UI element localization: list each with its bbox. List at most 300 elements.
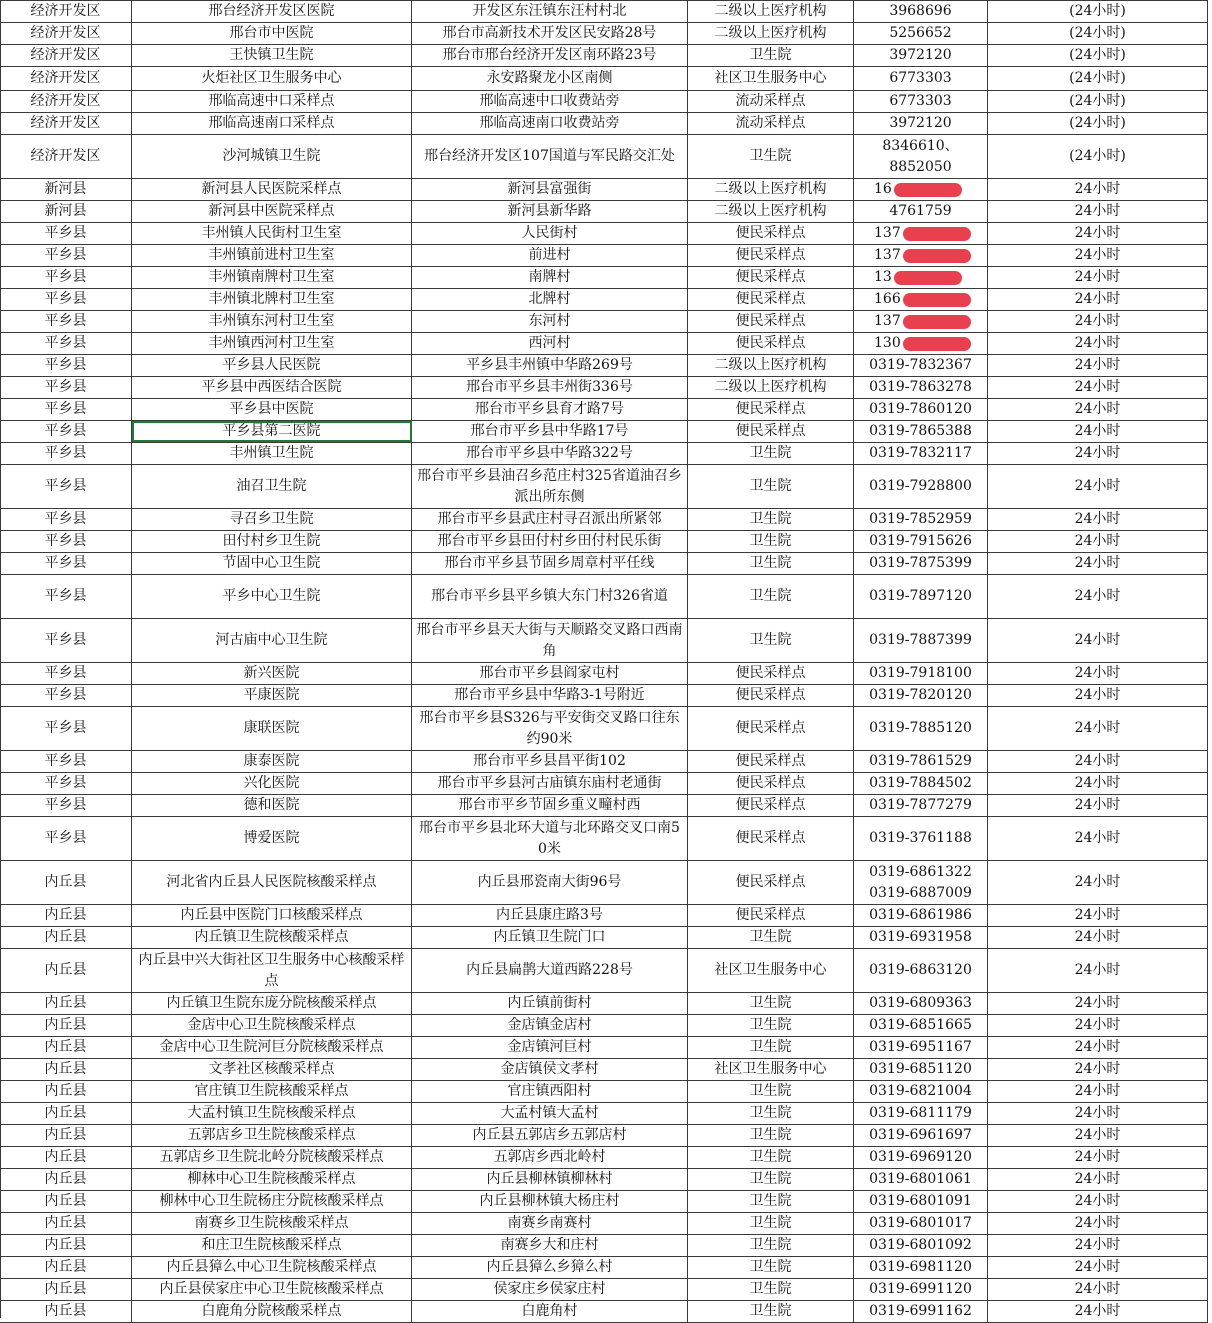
address-cell[interactable] [412, 531, 688, 552]
type-cell[interactable] [688, 377, 854, 398]
site-name-cell[interactable] [132, 421, 412, 442]
phone-cell[interactable] [854, 1235, 988, 1256]
district-cell[interactable] [0, 443, 132, 464]
phone-cell[interactable] [854, 663, 988, 684]
address-cell[interactable] [412, 817, 688, 860]
hours-cell[interactable] [988, 1169, 1208, 1190]
type-cell[interactable] [688, 91, 854, 112]
address-cell[interactable] [412, 1147, 688, 1168]
type-cell[interactable] [688, 223, 854, 244]
address-cell[interactable] [412, 707, 688, 750]
phone-cell[interactable] [854, 707, 988, 750]
site-name-cell[interactable] [132, 377, 412, 398]
address-cell[interactable] [412, 1059, 688, 1080]
hours-cell[interactable] [988, 553, 1208, 574]
site-name-cell[interactable] [132, 333, 412, 354]
hours-cell[interactable] [988, 817, 1208, 860]
district-cell[interactable] [0, 1015, 132, 1036]
address-cell[interactable] [412, 1081, 688, 1102]
type-cell[interactable] [688, 1147, 854, 1168]
address-cell[interactable] [412, 509, 688, 530]
site-name-cell[interactable] [132, 201, 412, 222]
phone-cell[interactable] [854, 201, 988, 222]
hours-cell[interactable] [988, 443, 1208, 464]
type-cell[interactable] [688, 993, 854, 1014]
address-cell[interactable] [412, 421, 688, 442]
type-cell[interactable] [688, 531, 854, 552]
site-name-cell[interactable] [132, 1081, 412, 1102]
type-cell[interactable] [688, 421, 854, 442]
hours-cell[interactable] [988, 201, 1208, 222]
site-name-cell[interactable] [132, 1125, 412, 1146]
hours-cell[interactable] [988, 223, 1208, 244]
address-cell[interactable] [412, 443, 688, 464]
hours-cell[interactable] [988, 1235, 1208, 1256]
hours-cell[interactable] [988, 421, 1208, 442]
site-name-cell[interactable] [132, 1235, 412, 1256]
hours-cell[interactable] [988, 1191, 1208, 1212]
hours-cell[interactable] [988, 905, 1208, 926]
phone-cell[interactable] [854, 1059, 988, 1080]
hours-cell[interactable] [988, 267, 1208, 288]
site-name-cell[interactable] [132, 245, 412, 266]
site-name-cell[interactable] [132, 773, 412, 794]
address-cell[interactable] [412, 575, 688, 618]
type-cell[interactable] [688, 135, 854, 178]
hours-cell[interactable] [988, 1, 1208, 22]
site-name-cell[interactable] [132, 289, 412, 310]
district-cell[interactable] [0, 311, 132, 332]
site-name-cell[interactable] [132, 23, 412, 44]
hours-cell[interactable] [988, 1059, 1208, 1080]
address-cell[interactable] [412, 45, 688, 66]
hours-cell[interactable] [988, 45, 1208, 66]
district-cell[interactable] [0, 289, 132, 310]
phone-cell[interactable] [854, 685, 988, 706]
phone-cell[interactable] [854, 553, 988, 574]
type-cell[interactable] [688, 1125, 854, 1146]
hours-cell[interactable] [988, 773, 1208, 794]
address-cell[interactable] [412, 289, 688, 310]
site-name-cell[interactable] [132, 1059, 412, 1080]
site-name-cell[interactable] [132, 311, 412, 332]
hours-cell[interactable] [988, 289, 1208, 310]
site-name-cell[interactable] [132, 1213, 412, 1234]
address-cell[interactable] [412, 23, 688, 44]
district-cell[interactable] [0, 531, 132, 552]
phone-cell[interactable] [854, 1213, 988, 1234]
address-cell[interactable] [412, 355, 688, 376]
address-cell[interactable] [412, 795, 688, 816]
hours-cell[interactable] [988, 333, 1208, 354]
hours-cell[interactable] [988, 311, 1208, 332]
district-cell[interactable] [0, 927, 132, 948]
address-cell[interactable] [412, 135, 688, 178]
type-cell[interactable] [688, 1103, 854, 1124]
district-cell[interactable] [0, 685, 132, 706]
district-cell[interactable] [0, 91, 132, 112]
hours-cell[interactable] [988, 355, 1208, 376]
phone-cell[interactable] [854, 355, 988, 376]
phone-cell[interactable] [854, 773, 988, 794]
hours-cell[interactable] [988, 619, 1208, 662]
phone-cell[interactable] [854, 619, 988, 662]
site-name-cell[interactable] [132, 135, 412, 178]
type-cell[interactable] [688, 45, 854, 66]
type-cell[interactable] [688, 795, 854, 816]
phone-cell[interactable] [854, 443, 988, 464]
type-cell[interactable] [688, 355, 854, 376]
site-name-cell[interactable] [132, 949, 412, 992]
type-cell[interactable] [688, 1169, 854, 1190]
site-name-cell[interactable] [132, 267, 412, 288]
phone-cell[interactable] [854, 289, 988, 310]
district-cell[interactable] [0, 23, 132, 44]
hours-cell[interactable] [988, 465, 1208, 508]
hours-cell[interactable] [988, 927, 1208, 948]
address-cell[interactable] [412, 861, 688, 904]
site-name-cell[interactable] [132, 1147, 412, 1168]
phone-cell[interactable] [854, 817, 988, 860]
phone-cell[interactable] [854, 1015, 988, 1036]
address-cell[interactable] [412, 113, 688, 134]
phone-cell[interactable] [854, 1257, 988, 1278]
phone-cell[interactable] [854, 245, 988, 266]
site-name-cell[interactable] [132, 993, 412, 1014]
district-cell[interactable] [0, 509, 132, 530]
address-cell[interactable] [412, 245, 688, 266]
district-cell[interactable] [0, 1279, 132, 1300]
district-cell[interactable] [0, 245, 132, 266]
type-cell[interactable] [688, 1059, 854, 1080]
site-name-cell[interactable] [132, 817, 412, 860]
hours-cell[interactable] [988, 663, 1208, 684]
address-cell[interactable] [412, 1, 688, 22]
phone-cell[interactable] [854, 1125, 988, 1146]
site-name-cell[interactable] [132, 707, 412, 750]
address-cell[interactable] [412, 663, 688, 684]
district-cell[interactable] [0, 465, 132, 508]
type-cell[interactable] [688, 333, 854, 354]
district-cell[interactable] [0, 1147, 132, 1168]
type-cell[interactable] [688, 707, 854, 750]
district-cell[interactable] [0, 905, 132, 926]
address-cell[interactable] [412, 1213, 688, 1234]
hours-cell[interactable] [988, 1103, 1208, 1124]
district-cell[interactable] [0, 751, 132, 772]
phone-cell[interactable] [854, 861, 988, 904]
hours-cell[interactable] [988, 795, 1208, 816]
address-cell[interactable] [412, 619, 688, 662]
type-cell[interactable] [688, 1257, 854, 1278]
address-cell[interactable] [412, 685, 688, 706]
district-cell[interactable] [0, 421, 132, 442]
address-cell[interactable] [412, 311, 688, 332]
address-cell[interactable] [412, 1191, 688, 1212]
site-name-cell[interactable] [132, 91, 412, 112]
phone-cell[interactable] [854, 267, 988, 288]
address-cell[interactable] [412, 465, 688, 508]
phone-cell[interactable] [854, 1191, 988, 1212]
phone-cell[interactable] [854, 1, 988, 22]
hours-cell[interactable] [988, 993, 1208, 1014]
district-cell[interactable] [0, 817, 132, 860]
address-cell[interactable] [412, 1103, 688, 1124]
district-cell[interactable] [0, 135, 132, 178]
phone-cell[interactable] [854, 45, 988, 66]
district-cell[interactable] [0, 1103, 132, 1124]
type-cell[interactable] [688, 751, 854, 772]
address-cell[interactable] [412, 1235, 688, 1256]
district-cell[interactable] [0, 267, 132, 288]
type-cell[interactable] [688, 1279, 854, 1300]
type-cell[interactable] [688, 817, 854, 860]
phone-cell[interactable] [854, 795, 988, 816]
district-cell[interactable] [0, 861, 132, 904]
hours-cell[interactable] [988, 91, 1208, 112]
type-cell[interactable] [688, 201, 854, 222]
hours-cell[interactable] [988, 1081, 1208, 1102]
site-name-cell[interactable] [132, 509, 412, 530]
hours-cell[interactable] [988, 861, 1208, 904]
district-cell[interactable] [0, 223, 132, 244]
site-name-cell[interactable] [132, 861, 412, 904]
phone-cell[interactable] [854, 113, 988, 134]
district-cell[interactable] [0, 1191, 132, 1212]
type-cell[interactable] [688, 23, 854, 44]
phone-cell[interactable] [854, 905, 988, 926]
site-name-cell[interactable] [132, 619, 412, 662]
type-cell[interactable] [688, 311, 854, 332]
address-cell[interactable] [412, 1169, 688, 1190]
type-cell[interactable] [688, 927, 854, 948]
hours-cell[interactable] [988, 179, 1208, 200]
hours-cell[interactable] [988, 1301, 1208, 1322]
hours-cell[interactable] [988, 1257, 1208, 1278]
site-name-cell[interactable] [132, 443, 412, 464]
district-cell[interactable] [0, 333, 132, 354]
type-cell[interactable] [688, 67, 854, 90]
address-cell[interactable] [412, 1015, 688, 1036]
type-cell[interactable] [688, 1213, 854, 1234]
district-cell[interactable] [0, 1037, 132, 1058]
district-cell[interactable] [0, 1213, 132, 1234]
phone-cell[interactable] [854, 1147, 988, 1168]
district-cell[interactable] [0, 1125, 132, 1146]
phone-cell[interactable] [854, 1037, 988, 1058]
site-name-cell[interactable] [132, 113, 412, 134]
phone-cell[interactable] [854, 751, 988, 772]
address-cell[interactable] [412, 1279, 688, 1300]
phone-cell[interactable] [854, 333, 988, 354]
phone-cell[interactable] [854, 311, 988, 332]
district-cell[interactable] [0, 113, 132, 134]
phone-cell[interactable] [854, 575, 988, 618]
district-cell[interactable] [0, 201, 132, 222]
hours-cell[interactable] [988, 1125, 1208, 1146]
phone-cell[interactable] [854, 377, 988, 398]
site-name-cell[interactable] [132, 1257, 412, 1278]
site-name-cell[interactable] [132, 179, 412, 200]
district-cell[interactable] [0, 1235, 132, 1256]
type-cell[interactable] [688, 113, 854, 134]
type-cell[interactable] [688, 949, 854, 992]
address-cell[interactable] [412, 905, 688, 926]
hours-cell[interactable] [988, 1213, 1208, 1234]
type-cell[interactable] [688, 399, 854, 420]
address-cell[interactable] [412, 1037, 688, 1058]
type-cell[interactable] [688, 861, 854, 904]
address-cell[interactable] [412, 553, 688, 574]
address-cell[interactable] [412, 927, 688, 948]
site-name-cell[interactable] [132, 1103, 412, 1124]
type-cell[interactable] [688, 685, 854, 706]
phone-cell[interactable] [854, 1301, 988, 1322]
phone-cell[interactable] [854, 135, 988, 178]
phone-cell[interactable] [854, 1169, 988, 1190]
address-cell[interactable] [412, 223, 688, 244]
type-cell[interactable] [688, 1, 854, 22]
phone-cell[interactable] [854, 465, 988, 508]
hours-cell[interactable] [988, 135, 1208, 178]
type-cell[interactable] [688, 1235, 854, 1256]
site-name-cell[interactable] [132, 1037, 412, 1058]
type-cell[interactable] [688, 289, 854, 310]
hours-cell[interactable] [988, 1279, 1208, 1300]
district-cell[interactable] [0, 377, 132, 398]
type-cell[interactable] [688, 443, 854, 464]
phone-cell[interactable] [854, 1081, 988, 1102]
address-cell[interactable] [412, 751, 688, 772]
district-cell[interactable] [0, 1169, 132, 1190]
phone-cell[interactable] [854, 399, 988, 420]
hours-cell[interactable] [988, 377, 1208, 398]
site-name-cell[interactable] [132, 751, 412, 772]
phone-cell[interactable] [854, 993, 988, 1014]
district-cell[interactable] [0, 179, 132, 200]
address-cell[interactable] [412, 1257, 688, 1278]
phone-cell[interactable] [854, 421, 988, 442]
district-cell[interactable] [0, 619, 132, 662]
type-cell[interactable] [688, 553, 854, 574]
site-name-cell[interactable] [132, 531, 412, 552]
phone-cell[interactable] [854, 23, 988, 44]
hours-cell[interactable] [988, 685, 1208, 706]
phone-cell[interactable] [854, 949, 988, 992]
district-cell[interactable] [0, 553, 132, 574]
site-name-cell[interactable] [132, 1169, 412, 1190]
type-cell[interactable] [688, 575, 854, 618]
hours-cell[interactable] [988, 1037, 1208, 1058]
district-cell[interactable] [0, 707, 132, 750]
district-cell[interactable] [0, 993, 132, 1014]
type-cell[interactable] [688, 663, 854, 684]
type-cell[interactable] [688, 1015, 854, 1036]
site-name-cell[interactable] [132, 223, 412, 244]
site-name-cell[interactable] [132, 795, 412, 816]
address-cell[interactable] [412, 399, 688, 420]
district-cell[interactable] [0, 773, 132, 794]
address-cell[interactable] [412, 267, 688, 288]
address-cell[interactable] [412, 949, 688, 992]
site-name-cell[interactable] [132, 67, 412, 90]
district-cell[interactable] [0, 1301, 132, 1322]
district-cell[interactable] [0, 949, 132, 992]
phone-cell[interactable] [854, 91, 988, 112]
address-cell[interactable] [412, 993, 688, 1014]
district-cell[interactable] [0, 663, 132, 684]
district-cell[interactable] [0, 45, 132, 66]
type-cell[interactable] [688, 619, 854, 662]
type-cell[interactable] [688, 1037, 854, 1058]
site-name-cell[interactable] [132, 45, 412, 66]
phone-cell[interactable] [854, 509, 988, 530]
hours-cell[interactable] [988, 949, 1208, 992]
site-name-cell[interactable] [132, 553, 412, 574]
address-cell[interactable] [412, 1125, 688, 1146]
hours-cell[interactable] [988, 751, 1208, 772]
address-cell[interactable] [412, 179, 688, 200]
address-cell[interactable] [412, 333, 688, 354]
hours-cell[interactable] [988, 1015, 1208, 1036]
district-cell[interactable] [0, 795, 132, 816]
site-name-cell[interactable] [132, 685, 412, 706]
address-cell[interactable] [412, 377, 688, 398]
district-cell[interactable] [0, 399, 132, 420]
address-cell[interactable] [412, 201, 688, 222]
site-name-cell[interactable] [132, 1, 412, 22]
district-cell[interactable] [0, 1081, 132, 1102]
address-cell[interactable] [412, 67, 688, 90]
address-cell[interactable] [412, 1301, 688, 1322]
phone-cell[interactable] [854, 1103, 988, 1124]
phone-cell[interactable] [854, 1279, 988, 1300]
site-name-cell[interactable] [132, 1301, 412, 1322]
hours-cell[interactable] [988, 575, 1208, 618]
type-cell[interactable] [688, 773, 854, 794]
phone-cell[interactable] [854, 927, 988, 948]
type-cell[interactable] [688, 465, 854, 508]
type-cell[interactable] [688, 1081, 854, 1102]
site-name-cell[interactable] [132, 355, 412, 376]
type-cell[interactable] [688, 905, 854, 926]
hours-cell[interactable] [988, 399, 1208, 420]
hours-cell[interactable] [988, 531, 1208, 552]
site-name-cell[interactable] [132, 1015, 412, 1036]
hours-cell[interactable] [988, 707, 1208, 750]
type-cell[interactable] [688, 509, 854, 530]
hours-cell[interactable] [988, 23, 1208, 44]
type-cell[interactable] [688, 1191, 854, 1212]
type-cell[interactable] [688, 1301, 854, 1322]
phone-cell[interactable] [854, 223, 988, 244]
district-cell[interactable] [0, 1, 132, 22]
site-name-cell[interactable] [132, 465, 412, 508]
hours-cell[interactable] [988, 509, 1208, 530]
site-name-cell[interactable] [132, 575, 412, 618]
site-name-cell[interactable] [132, 905, 412, 926]
address-cell[interactable] [412, 773, 688, 794]
phone-cell[interactable] [854, 531, 988, 552]
site-name-cell[interactable] [132, 663, 412, 684]
hours-cell[interactable] [988, 113, 1208, 134]
district-cell[interactable] [0, 575, 132, 618]
site-name-cell[interactable] [132, 1279, 412, 1300]
phone-cell[interactable] [854, 179, 988, 200]
site-name-cell[interactable] [132, 927, 412, 948]
district-cell[interactable] [0, 1059, 132, 1080]
type-cell[interactable] [688, 245, 854, 266]
